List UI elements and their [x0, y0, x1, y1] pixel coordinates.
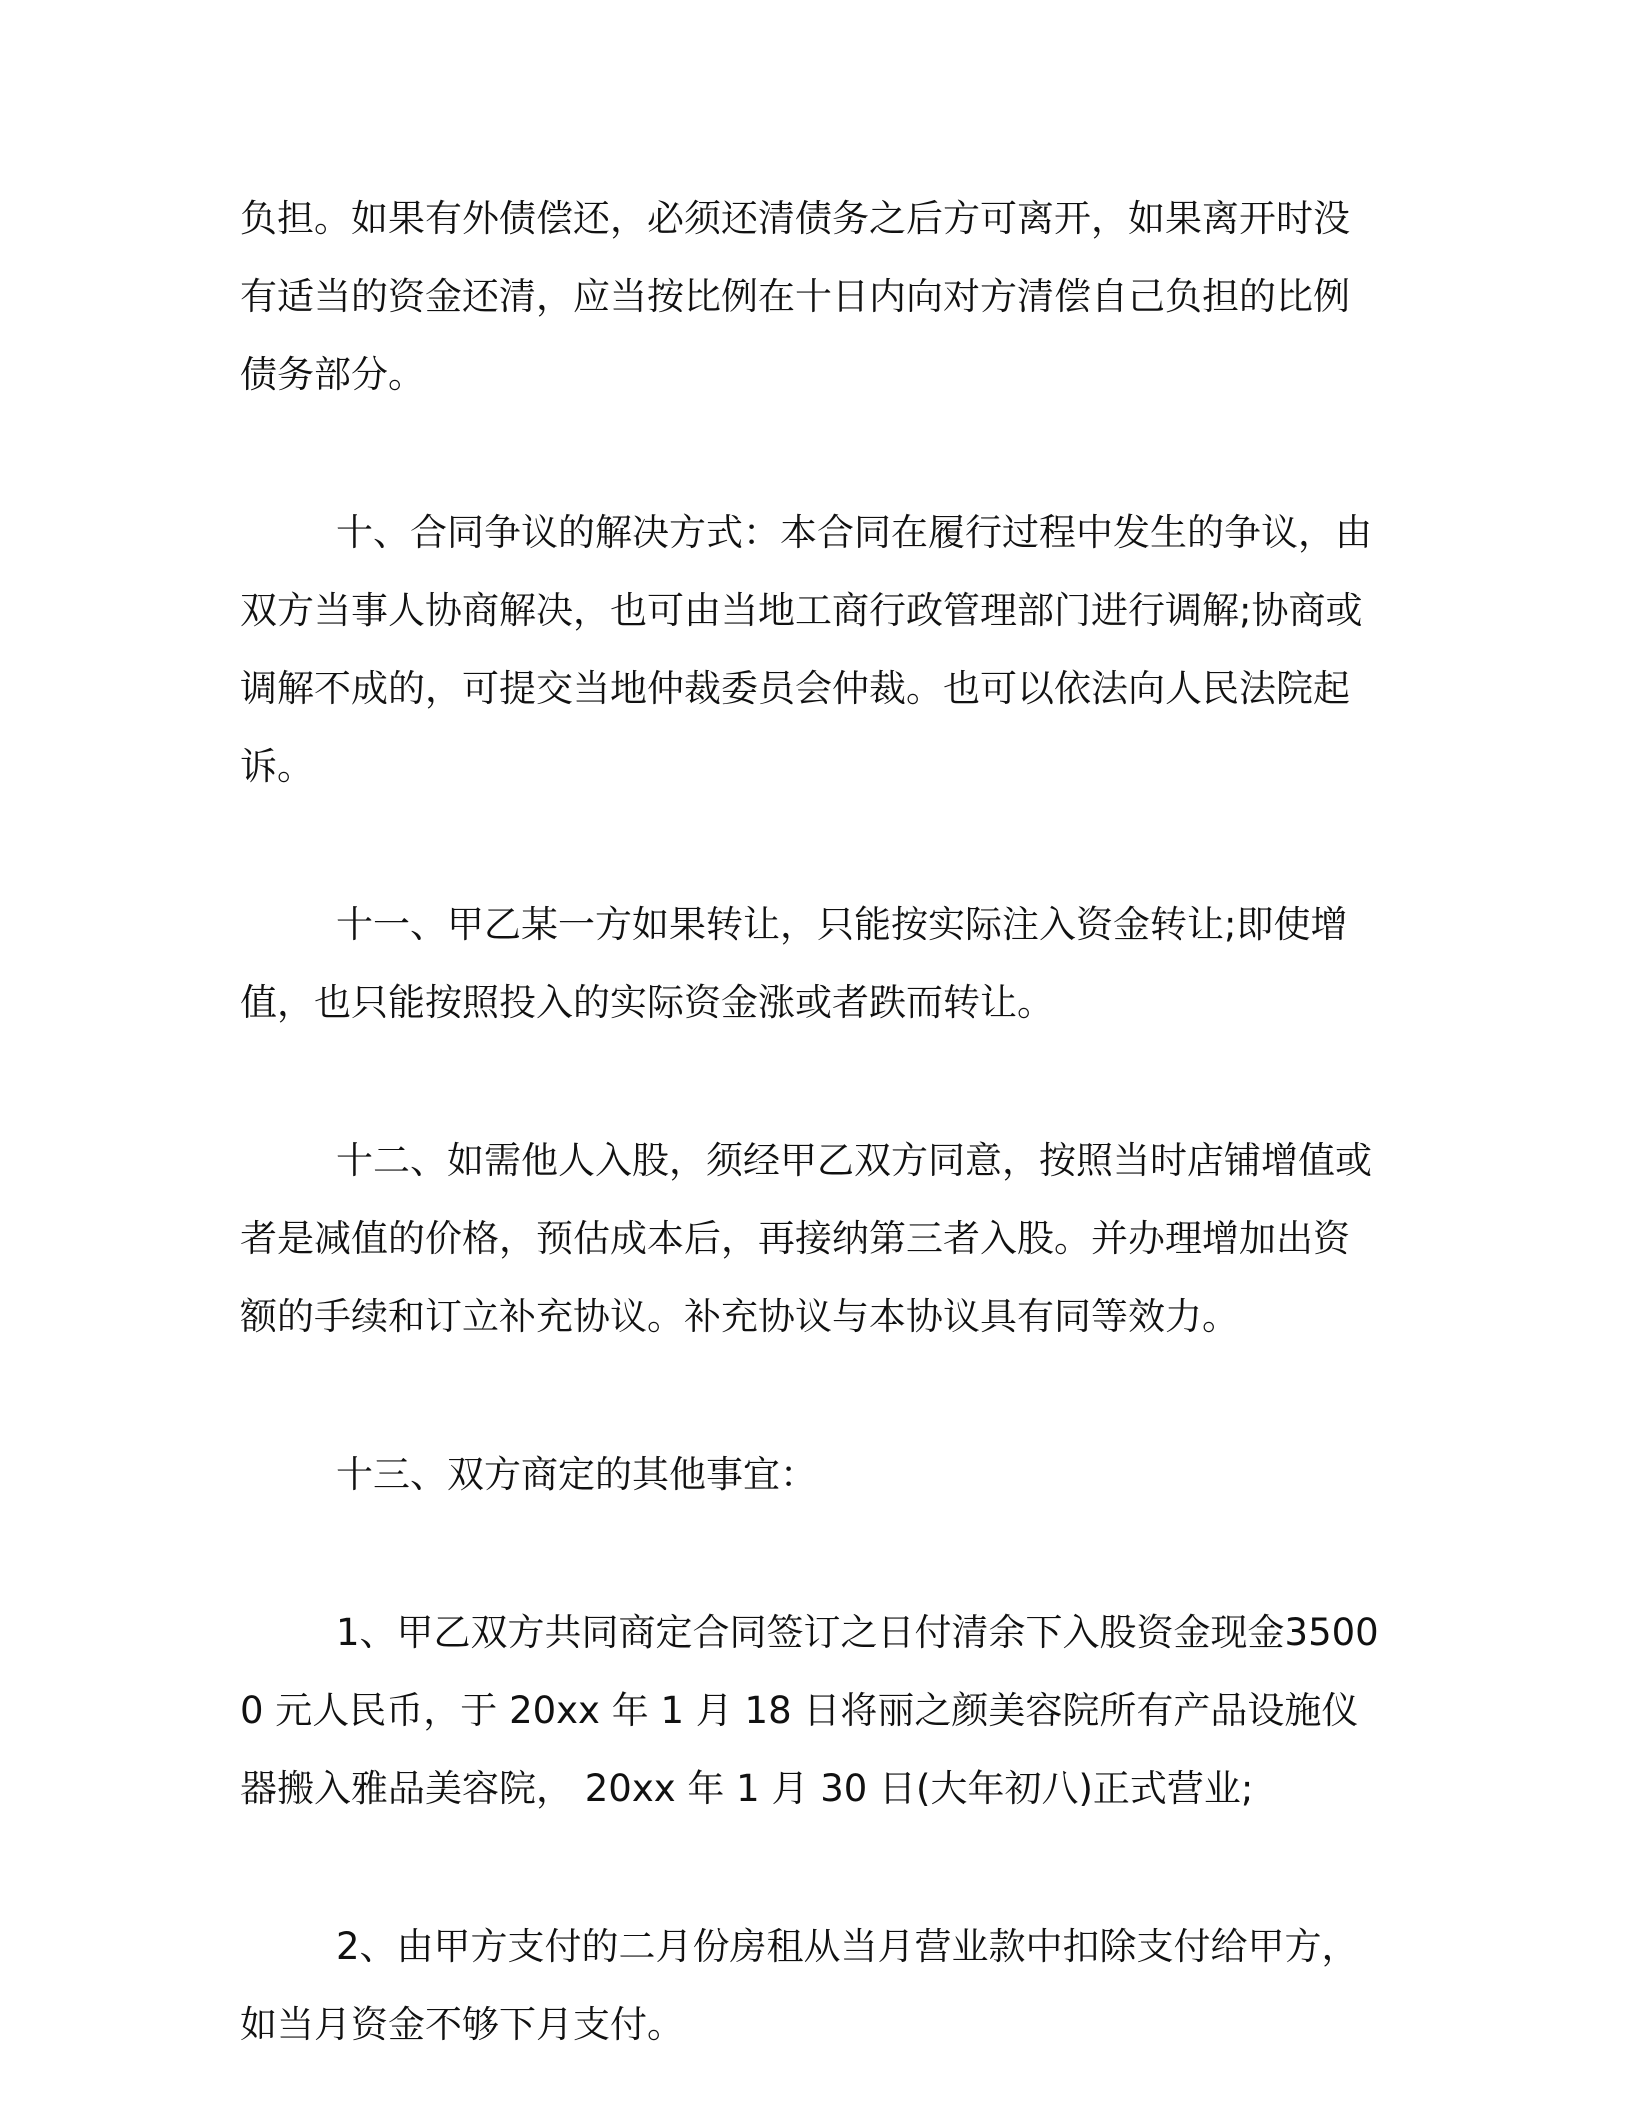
paragraph-clause-13-item-2: 2、由甲方支付的二月份房租从当月营业款中扣除支付给甲方，如当月资金不够下月支付。: [240, 1925, 1359, 2046]
paragraph-clause-12-new-shareholder: 十二、如需他人入股，须经甲乙双方同意，按照当时店铺增值或者是减值的价格，预估成本后，再接纳第三者入股。并办理增加出资额的手续和订立补充协议。补充协议与本协议具有同等效力。: [240, 1139, 1372, 1338]
paragraph-clause-10-dispute-resolution: 十、合同争议的解决方式：本合同在履行过程中发生的争议，由双方当事人协商解决，也可由当地工商行政管理部门进行调解;协商或调解不成的，可提交当地仲裁委员会仲裁。也可以依法向人民法院起诉。: [240, 511, 1372, 788]
paragraph-debt-settlement: 负担。如果有外债偿还，必须还清债务之后方可离开，如果离开时没有适当的资金还清，应当按比例在十日内向对方清偿自己负担的比例债务部分。: [240, 197, 1350, 396]
paragraph-clause-13-heading: 十三、双方商定的其他事宜：: [336, 1453, 817, 1496]
document-body: [240, 180, 1380, 2064]
paragraph-clause-13-item-1: 1、甲乙双方共同商定合同签订之日付清余下入股资金现金35000 元人民币，于 20xx 年 1 月 18 日将丽之颜美容院所有产品设施仪器搬入雅品美容院， 20xx 年 1 月 30 日(大年初八)正式营业;: [240, 1611, 1379, 1810]
paragraph-clause-11-transfer: 十一、甲乙某一方如果转让，只能按实际注入资金转让;即使增值，也只能按照投入的实际资金涨或者跌而转让。: [240, 903, 1348, 1024]
